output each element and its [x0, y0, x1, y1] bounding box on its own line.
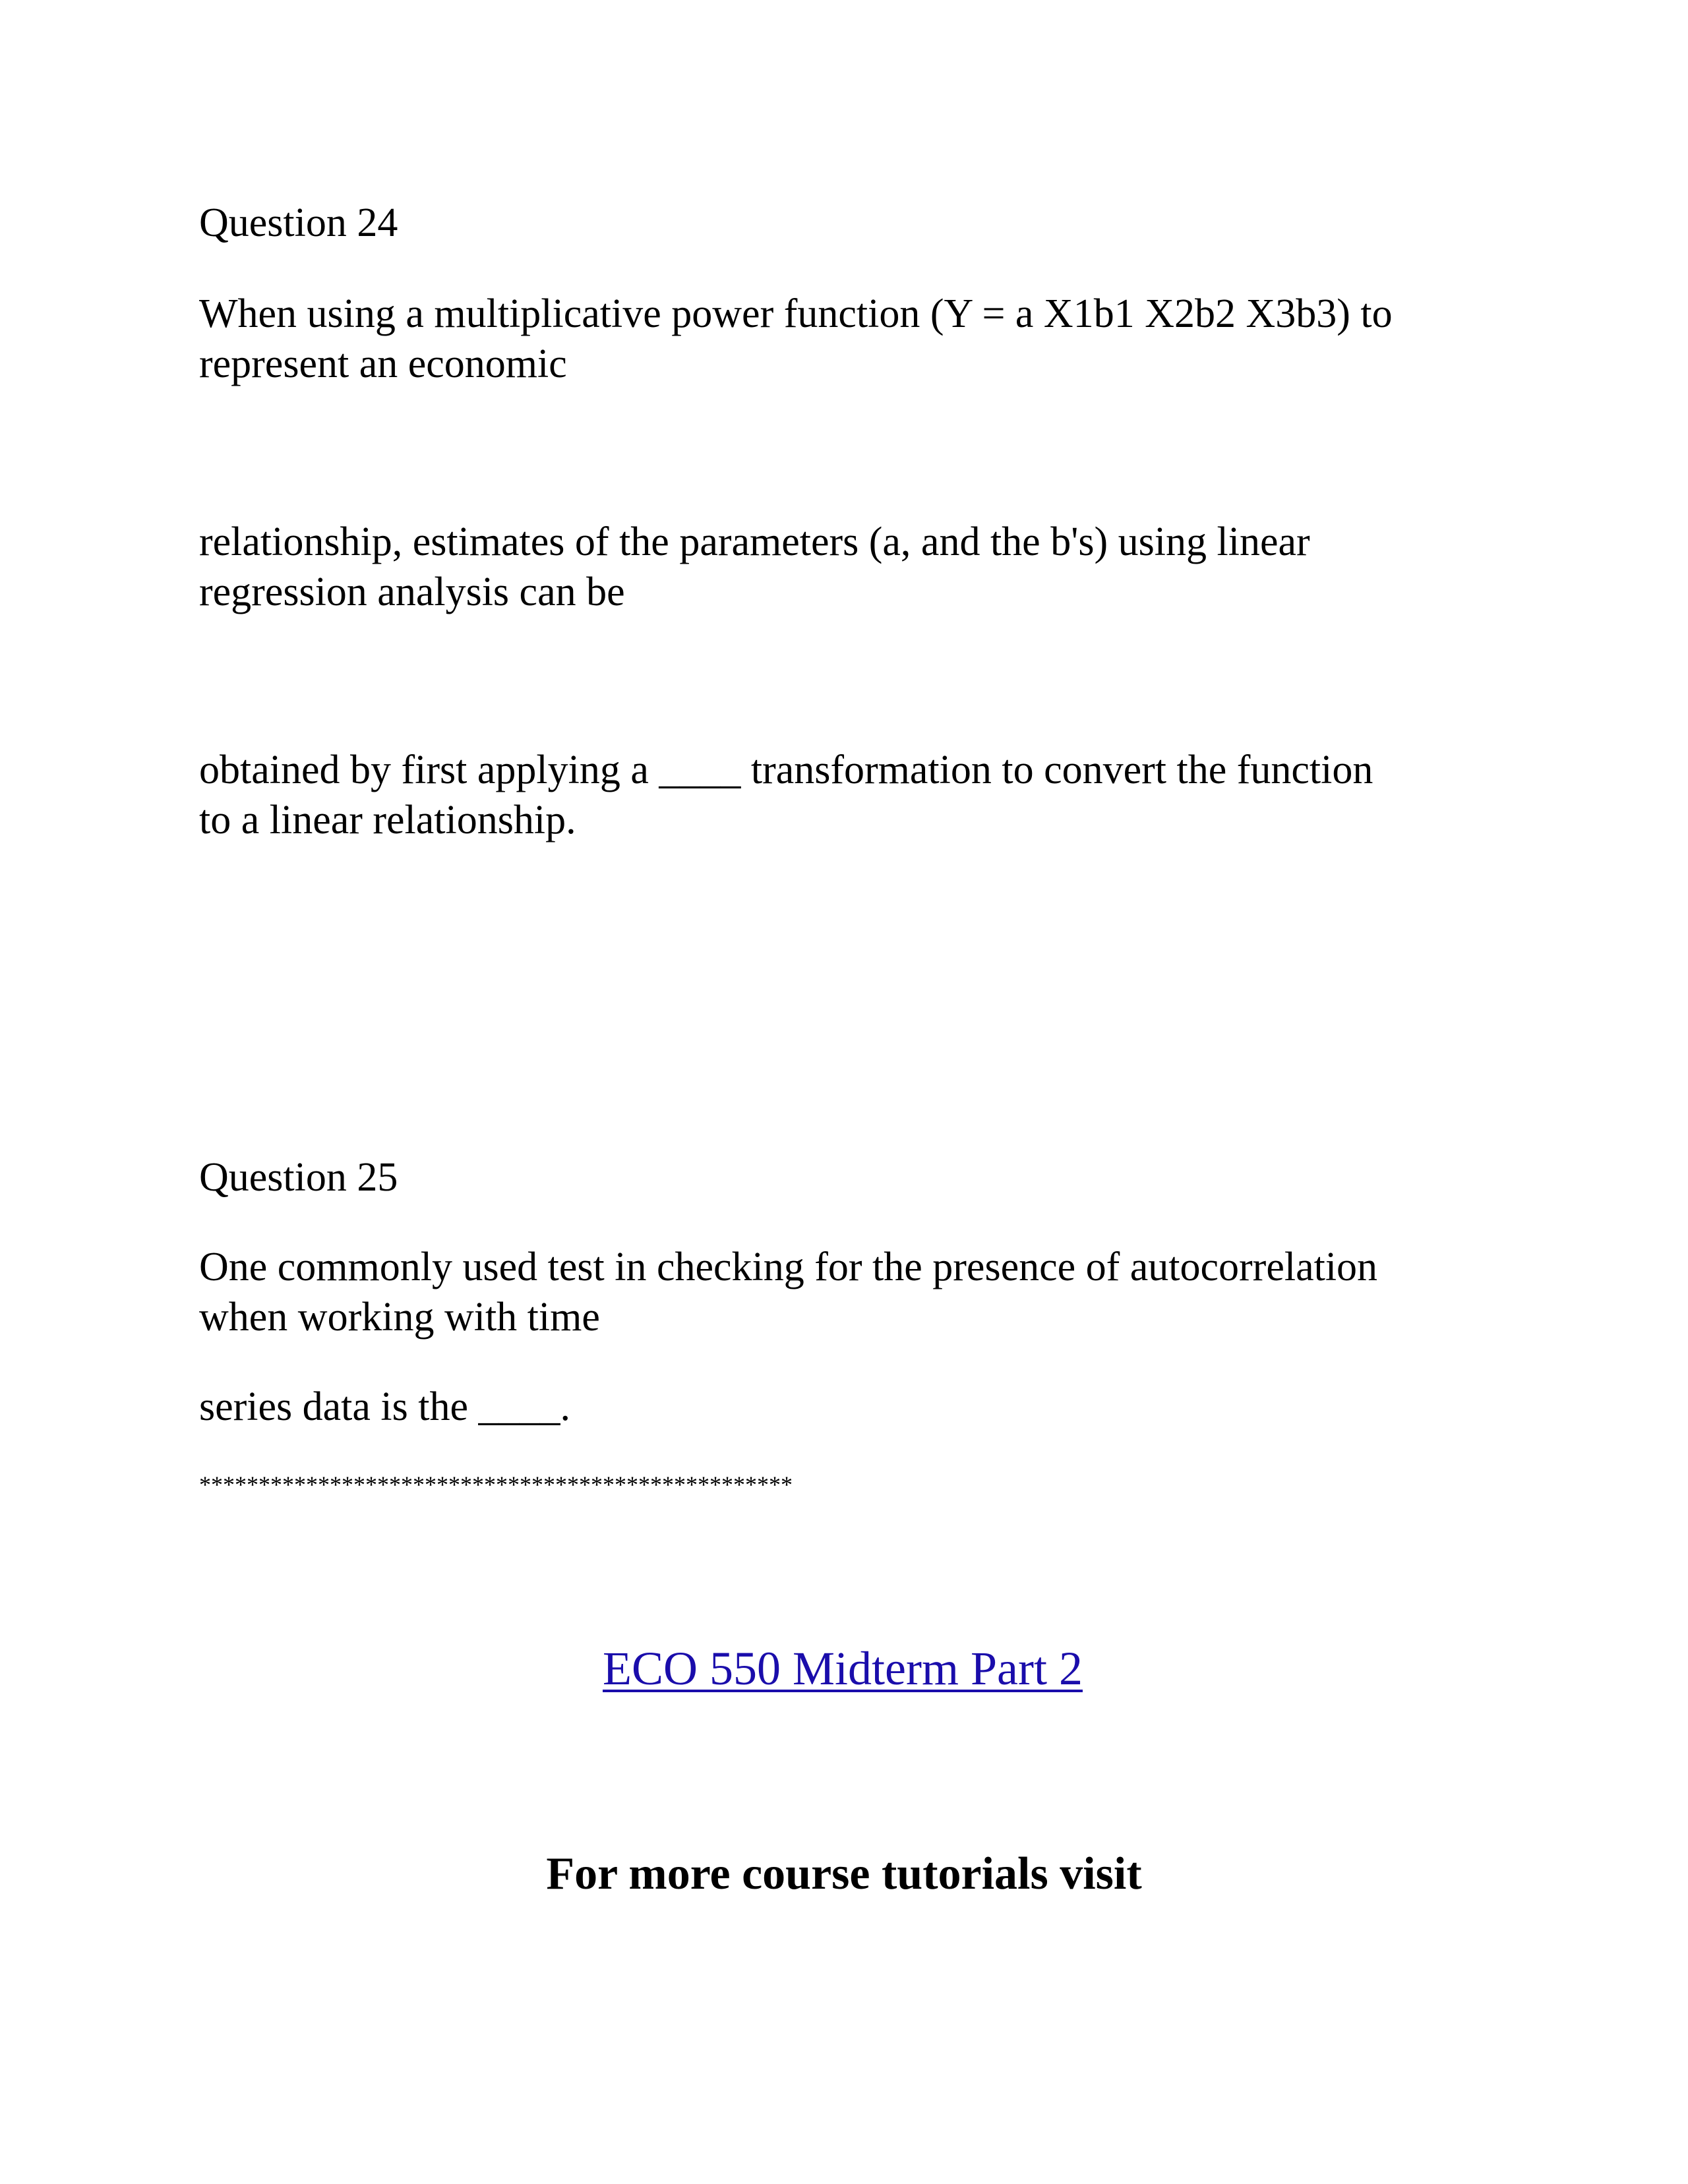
question-25-paragraph-1 [199, 1242, 1518, 1342]
question-24-paragraph-3 [199, 745, 1518, 845]
question-24-paragraph-1 [199, 289, 1518, 389]
question-24-paragraph-2 [199, 517, 1518, 617]
text-line: When using a multiplicative power function (Y = a X1b1 X2b2 X3b3) to [199, 291, 1393, 336]
text-line: represent an economic [199, 341, 567, 386]
text-line: relationship, estimates of the parameters (a, and the b's) using linear [199, 519, 1310, 564]
text-line: when working with time [199, 1295, 600, 1340]
text-line: obtained by first applying a ____ transformation to convert the function [199, 748, 1373, 792]
text-line: regression analysis can be [199, 570, 625, 614]
asterisk-separator: ************************************************** [199, 1471, 793, 1498]
question-24-heading: Question 24 [199, 200, 398, 245]
text-line: One commonly used test in checking for the presence of autocorrelation [199, 1245, 1378, 1289]
eco-550-midterm-link[interactable]: ECO 550 Midterm Part 2 [603, 1642, 1083, 1695]
text-line: to a linear relationship. [199, 798, 576, 842]
question-25-heading: Question 25 [199, 1155, 398, 1200]
course-link-line [0, 1639, 1688, 1698]
footer-visit-text: For more course tutorials visit [546, 1848, 1142, 1899]
question-25-paragraph-2: series data is the ____. [199, 1384, 571, 1429]
